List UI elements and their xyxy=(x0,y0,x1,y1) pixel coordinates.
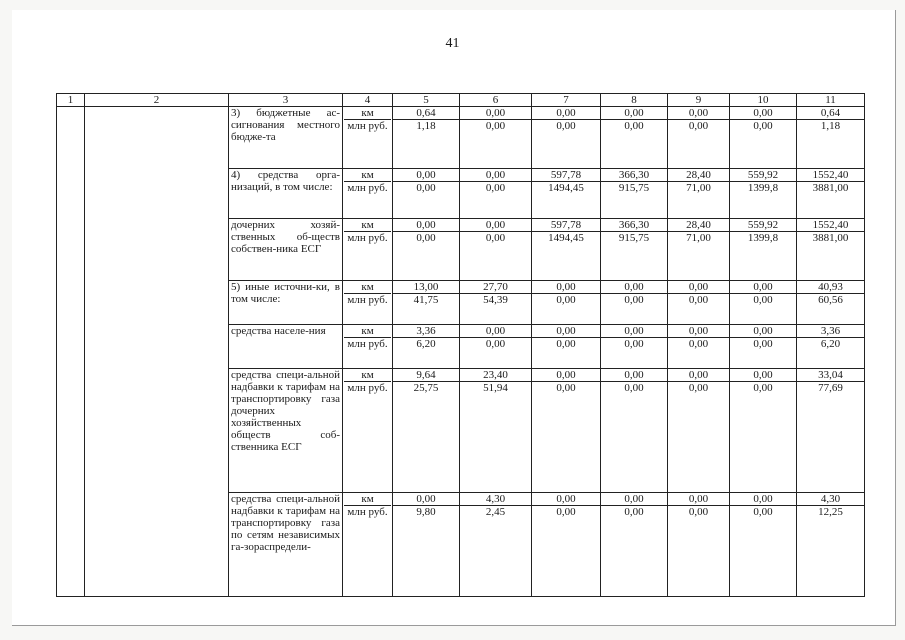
value-mln-rub: 0,00 xyxy=(624,382,644,394)
value-cell xyxy=(601,281,668,325)
value-km: 3,36 xyxy=(797,325,865,338)
value-km: 3,36 xyxy=(393,325,460,338)
value-km: 559,92 xyxy=(730,219,797,232)
value-mln-rub: 9,80 xyxy=(416,506,436,518)
value-cell xyxy=(797,281,865,325)
value-cell xyxy=(668,107,730,169)
value-mln-rub: 41,75 xyxy=(413,294,439,306)
unit-cell xyxy=(343,281,393,325)
value-km: 0,64 xyxy=(393,107,460,120)
value-mln-rub: 1494,45 xyxy=(548,182,584,194)
value-km: 0,00 xyxy=(668,325,730,338)
unit-km: км xyxy=(344,369,391,382)
value-km: 4,30 xyxy=(797,493,865,506)
value-cell xyxy=(532,281,601,325)
unit-km: км xyxy=(344,325,391,338)
value-cell xyxy=(460,493,532,597)
unit-cell xyxy=(343,107,393,169)
value-mln-rub: 915,75 xyxy=(618,232,650,244)
value-mln-rub: 71,00 xyxy=(686,182,711,194)
unit-mln-rub: млн руб. xyxy=(347,294,388,306)
value-mln-rub: 51,94 xyxy=(483,382,508,394)
value-cell xyxy=(532,369,601,493)
unit-km: км xyxy=(344,493,391,506)
funding-source-label: дочерних хозяй-ственных об-ществ собствен-ника ЕСГ xyxy=(229,219,343,281)
value-mln-rub: 0,00 xyxy=(556,382,576,394)
value-cell xyxy=(601,219,668,281)
column-header: 9 xyxy=(668,94,730,107)
value-mln-rub: 0,00 xyxy=(485,232,506,244)
value-cell xyxy=(668,493,730,597)
value-cell xyxy=(532,325,601,369)
value-mln-rub: 0,00 xyxy=(485,338,506,350)
value-km: 0,00 xyxy=(601,281,668,294)
unit-mln-rub: млн руб. xyxy=(347,232,388,244)
column-header: 5 xyxy=(393,94,460,107)
value-km: 0,00 xyxy=(601,325,668,338)
value-km: 366,30 xyxy=(601,169,668,182)
value-km: 597,78 xyxy=(532,169,601,182)
value-km: 0,00 xyxy=(460,107,532,120)
value-km: 0,00 xyxy=(532,281,601,294)
value-cell xyxy=(393,169,460,219)
value-cell xyxy=(601,325,668,369)
value-mln-rub: 0,00 xyxy=(416,232,436,244)
page-number: 41 xyxy=(445,36,460,51)
unit-km: км xyxy=(344,107,391,120)
unit-km: км xyxy=(344,219,391,232)
value-cell xyxy=(601,169,668,219)
column-header: 4 xyxy=(343,94,393,107)
value-mln-rub: 25,75 xyxy=(413,382,439,394)
value-mln-rub: 0,00 xyxy=(556,294,576,306)
value-mln-rub: 0,00 xyxy=(753,506,773,518)
funding-source-label: средства специ-альной надбавки к тарифам на транспортировку газа дочерних хозяйственных обществ соб-ственника ЕСГ xyxy=(229,369,343,493)
value-cell xyxy=(797,107,865,169)
value-mln-rub: 0,00 xyxy=(688,506,709,518)
value-mln-rub: 2,45 xyxy=(485,506,506,518)
value-km: 1552,40 xyxy=(797,219,865,232)
value-mln-rub: 0,00 xyxy=(753,294,773,306)
unit-km: км xyxy=(344,281,391,294)
value-mln-rub: 0,00 xyxy=(753,338,773,350)
value-mln-rub: 0,00 xyxy=(485,120,506,132)
value-km: 0,64 xyxy=(797,107,865,120)
value-mln-rub: 1494,45 xyxy=(548,232,584,244)
value-cell xyxy=(730,281,797,325)
unit-cell xyxy=(343,325,393,369)
unit-mln-rub: млн руб. xyxy=(347,506,388,518)
value-mln-rub: 0,00 xyxy=(753,382,773,394)
column-header: 3 xyxy=(229,94,343,107)
value-km: 0,00 xyxy=(532,325,601,338)
value-km: 597,78 xyxy=(532,219,601,232)
unit-cell xyxy=(343,369,393,493)
value-mln-rub: 0,00 xyxy=(688,294,709,306)
value-cell xyxy=(393,325,460,369)
value-mln-rub: 1,18 xyxy=(416,120,436,132)
value-km: 4,30 xyxy=(460,493,532,506)
funding-source-label: 5) иные источни-ки, в том числе: xyxy=(229,281,343,325)
value-mln-rub: 54,39 xyxy=(483,294,508,306)
value-km: 0,00 xyxy=(532,107,601,120)
value-mln-rub: 3881,00 xyxy=(812,182,849,194)
value-cell xyxy=(460,325,532,369)
value-cell xyxy=(393,281,460,325)
value-cell xyxy=(730,369,797,493)
value-km: 366,30 xyxy=(601,219,668,232)
unit-mln-rub: млн руб. xyxy=(347,182,388,194)
value-cell xyxy=(532,107,601,169)
value-mln-rub: 12,25 xyxy=(818,506,843,518)
value-km: 28,40 xyxy=(668,169,730,182)
value-mln-rub: 0,00 xyxy=(624,120,644,132)
value-mln-rub: 915,75 xyxy=(618,182,650,194)
value-cell xyxy=(730,493,797,597)
column-header: 10 xyxy=(730,94,797,107)
value-cell xyxy=(730,219,797,281)
value-mln-rub: 0,00 xyxy=(688,382,709,394)
value-km: 28,40 xyxy=(668,219,730,232)
value-km: 40,93 xyxy=(797,281,865,294)
column-header: 1 xyxy=(57,94,85,107)
funding-source-label: 3) бюджетные ас-сигнования местного бюдже-та xyxy=(229,107,343,169)
value-mln-rub: 0,00 xyxy=(485,182,506,194)
value-km: 559,92 xyxy=(730,169,797,182)
value-cell xyxy=(797,493,865,597)
value-mln-rub: 71,00 xyxy=(686,232,711,244)
column-header: 6 xyxy=(460,94,532,107)
value-km: 23,40 xyxy=(460,369,532,382)
unit-mln-rub: млн руб. xyxy=(347,382,388,394)
value-km: 0,00 xyxy=(393,219,460,232)
value-cell xyxy=(797,219,865,281)
value-mln-rub: 0,00 xyxy=(624,294,644,306)
value-cell xyxy=(730,169,797,219)
value-mln-rub: 1,18 xyxy=(820,120,841,132)
value-cell xyxy=(797,325,865,369)
value-cell xyxy=(532,169,601,219)
value-km: 0,00 xyxy=(460,169,532,182)
unit-cell xyxy=(343,493,393,597)
value-km: 13,00 xyxy=(393,281,460,294)
value-cell xyxy=(460,369,532,493)
value-km: 0,00 xyxy=(730,493,797,506)
value-km: 0,00 xyxy=(668,369,730,382)
value-km: 0,00 xyxy=(393,493,460,506)
value-cell xyxy=(797,169,865,219)
value-km: 0,00 xyxy=(668,493,730,506)
table-row xyxy=(57,107,865,169)
value-mln-rub: 60,56 xyxy=(818,294,843,306)
value-km: 0,00 xyxy=(460,325,532,338)
value-km: 0,00 xyxy=(532,369,601,382)
value-km: 0,00 xyxy=(601,107,668,120)
value-km: 33,04 xyxy=(797,369,865,382)
value-mln-rub: 3881,00 xyxy=(812,232,849,244)
value-mln-rub: 1399,8 xyxy=(747,232,779,244)
funding-source-label: средства населе-ния xyxy=(229,325,343,369)
value-mln-rub: 0,00 xyxy=(556,338,576,350)
value-mln-rub: 0,00 xyxy=(624,506,644,518)
unit-km: км xyxy=(344,169,391,182)
value-cell xyxy=(460,107,532,169)
value-mln-rub: 0,00 xyxy=(753,120,773,132)
column-header: 2 xyxy=(85,94,229,107)
value-km: 1552,40 xyxy=(797,169,865,182)
value-mln-rub: 6,20 xyxy=(820,338,841,350)
value-cell xyxy=(393,219,460,281)
value-cell xyxy=(601,493,668,597)
value-cell xyxy=(668,169,730,219)
value-cell xyxy=(393,369,460,493)
value-km: 0,00 xyxy=(730,281,797,294)
value-cell xyxy=(601,107,668,169)
funding-source-label: 4) средства орга-низаций, в том числе: xyxy=(229,169,343,219)
data-table xyxy=(56,93,865,597)
value-mln-rub: 1399,8 xyxy=(747,182,779,194)
value-cell xyxy=(730,107,797,169)
column-number-row xyxy=(57,94,865,107)
value-mln-rub: 0,00 xyxy=(556,506,576,518)
value-cell xyxy=(460,169,532,219)
value-cell xyxy=(668,369,730,493)
value-mln-rub: 77,69 xyxy=(818,382,843,394)
value-cell xyxy=(532,493,601,597)
value-cell xyxy=(393,493,460,597)
value-km: 0,00 xyxy=(730,325,797,338)
column-header: 7 xyxy=(532,94,601,107)
unit-cell xyxy=(343,169,393,219)
value-km: 9,64 xyxy=(393,369,460,382)
unit-cell xyxy=(343,219,393,281)
value-cell xyxy=(601,369,668,493)
value-km: 0,00 xyxy=(668,107,730,120)
value-mln-rub: 0,00 xyxy=(624,338,644,350)
value-cell xyxy=(668,281,730,325)
column-header: 11 xyxy=(797,94,865,107)
funding-source-label: средства специ-альной надбавки к тарифам на транспортировку газа по сетям независимых га-зораспредели- xyxy=(229,493,343,597)
row-name-cell xyxy=(85,107,229,597)
value-km: 0,00 xyxy=(532,493,601,506)
value-cell xyxy=(668,325,730,369)
value-km: 0,00 xyxy=(730,107,797,120)
column-header: 8 xyxy=(601,94,668,107)
value-mln-rub: 0,00 xyxy=(556,120,576,132)
value-mln-rub: 0,00 xyxy=(688,338,709,350)
value-km: 0,00 xyxy=(668,281,730,294)
value-cell xyxy=(460,219,532,281)
value-cell xyxy=(532,219,601,281)
unit-mln-rub: млн руб. xyxy=(347,120,388,132)
value-km: 0,00 xyxy=(393,169,460,182)
value-cell xyxy=(460,281,532,325)
value-km: 0,00 xyxy=(601,369,668,382)
value-km: 0,00 xyxy=(460,219,532,232)
value-cell xyxy=(797,369,865,493)
value-km: 0,00 xyxy=(730,369,797,382)
value-mln-rub: 0,00 xyxy=(416,182,436,194)
value-cell xyxy=(393,107,460,169)
value-km: 27,70 xyxy=(460,281,532,294)
value-mln-rub: 6,20 xyxy=(416,338,436,350)
row-number-cell xyxy=(57,107,85,597)
value-cell xyxy=(668,219,730,281)
value-km: 0,00 xyxy=(601,493,668,506)
value-mln-rub: 0,00 xyxy=(688,120,709,132)
value-cell xyxy=(730,325,797,369)
unit-mln-rub: млн руб. xyxy=(347,338,388,350)
